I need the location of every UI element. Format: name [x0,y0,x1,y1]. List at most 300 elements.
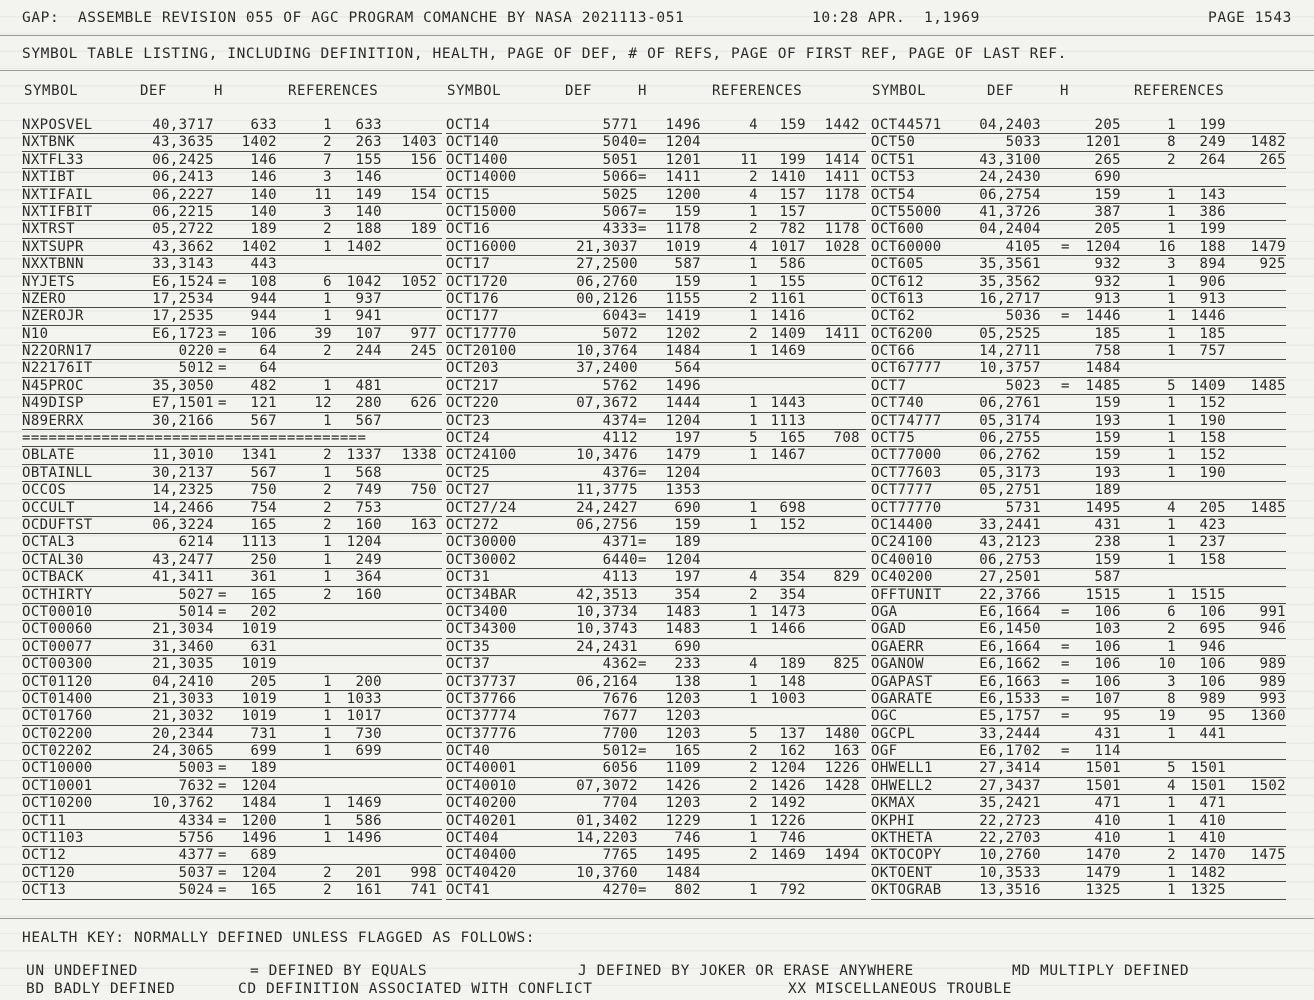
definition: 43,3662 [152,238,214,255]
symbol-row [871,239,1286,256]
def-page: 431 [1094,725,1121,742]
first-ref-page: 159 [779,117,806,133]
symbol-name: OCT25 [446,464,491,481]
last-ref-page: 163 [833,743,860,760]
def-page: 165 [250,586,277,603]
definition: 4334 [178,812,214,829]
def-page: 1201 [1085,134,1121,151]
def-page: 1109 [665,760,701,777]
symbol-name: OKTOENT [871,864,933,881]
def-page: 189 [250,221,277,238]
symbol-name: OGCPL [871,725,916,742]
def-page: 106 [1094,603,1121,620]
definition: 30,2137 [152,464,214,481]
definition: 06,2755 [979,430,1041,447]
definition: 24,2431 [576,638,638,655]
def-page: 443 [250,256,277,273]
definition: 07,3672 [576,395,638,412]
symbol-row [446,882,866,899]
definition: 31,3460 [152,638,214,655]
last-ref-page: 977 [410,325,437,342]
symbol-name: OCT40 [446,743,491,760]
ref-count: 1 [1167,412,1176,429]
symbol-row [22,587,442,604]
symbol-row [446,291,866,308]
def-page: 410 [1094,830,1121,847]
definition: E6,1664 [979,638,1041,655]
symbol-name: OCT11 [22,812,67,829]
def-page: 1178 [665,221,701,238]
symbol-name: OCT77000 [871,447,942,464]
first-ref-page: 1469 [770,343,806,360]
symbol-name: OGC [871,708,898,725]
symbol-name: OCT01120 [22,673,93,690]
def-page: 197 [674,430,701,447]
last-ref-page: 1226 [824,760,860,777]
definition: 04,2404 [979,221,1041,238]
symbol-row [446,413,866,430]
first-ref-page: 1416 [770,308,806,325]
first-ref-page: 441 [1199,725,1226,742]
last-ref-page: 750 [410,482,437,499]
health-flag: = [638,412,647,429]
symbol-name: OCT75 [871,430,916,447]
symbol-name: OCT220 [446,395,499,412]
symbol-row [871,552,1286,569]
symbol-name: OCT10001 [22,777,93,794]
symbol-name: OCT62 [871,308,916,325]
definition: E6,1524 [152,273,214,290]
first-ref-page: 1426 [770,777,806,794]
first-ref-page: 1469 [346,795,382,812]
symbol-name: NXTRST [22,221,75,238]
definition: 14,2203 [576,830,638,847]
def-page: 1204 [665,464,701,481]
health-flag: = [1061,377,1070,394]
def-page: 108 [250,273,277,290]
symbol-name: OGARATE [871,690,933,707]
symbol-row [871,517,1286,534]
symbol-name: OCT35 [446,638,491,655]
symbol-name: OC24100 [871,534,933,551]
def-page: 64 [259,343,277,360]
health-flag: = [638,134,647,151]
definition: 43,3100 [979,151,1041,168]
col-header-symbol: SYMBOL [447,83,502,99]
symbol-name: OCT44571 [871,117,942,133]
ref-count: 4 [1167,777,1176,794]
symbol-row [446,378,866,395]
definition: 33,2441 [979,516,1041,533]
symbol-name: OCT404 [446,830,499,847]
health-flag: = [1061,656,1070,673]
definition: 06,2753 [979,551,1041,568]
definition: 10,3533 [979,864,1041,881]
definition: 35,3562 [979,273,1041,290]
symbol-row [22,656,442,673]
first-ref-page: 199 [779,151,806,168]
symbol-name: OCT40010 [446,777,517,794]
definition: E6,1450 [979,621,1041,638]
ref-count: 2 [323,516,332,533]
definition: 4270 [602,882,638,899]
def-page: 690 [674,638,701,655]
symbol-row [446,813,866,830]
definition: 30,2166 [152,412,214,429]
def-page: 1204 [1085,238,1121,255]
symbol-name: NXTIFAIL [22,186,93,203]
ref-count: 6 [1167,603,1176,620]
symbol-name: OCT40001 [446,760,517,777]
symbol-row [22,534,442,551]
def-page: 1426 [665,777,701,794]
last-ref-page: 1479 [1250,238,1286,255]
symbol-name: OCT176 [446,290,499,307]
symbol-column-3 [871,117,1286,900]
definition: 7700 [602,725,638,742]
first-ref-page: 1113 [770,412,806,429]
def-page: 1155 [665,290,701,307]
def-page: 633 [250,117,277,133]
first-ref-page: 894 [1199,256,1226,273]
symbol-name: OCT41 [446,882,491,899]
last-ref-page: 156 [410,151,437,168]
ref-count: 8 [1167,134,1176,151]
ref-count: 2 [323,882,332,899]
symbol-row [446,256,866,273]
first-ref-page: 152 [779,516,806,533]
def-page: 197 [674,569,701,586]
symbol-row [871,743,1286,760]
definition: 35,3561 [979,256,1041,273]
definition: 27,3437 [979,777,1041,794]
ref-count: 1 [1167,430,1176,447]
def-page: 1479 [665,447,701,464]
ref-count: 1 [1167,221,1176,238]
definition: 5731 [1005,499,1041,516]
first-ref-page: 586 [779,256,806,273]
first-ref-page: 1496 [346,830,382,847]
table-bottom-rule [0,918,1314,919]
symbol-row [22,830,442,847]
last-ref-page: 265 [1259,151,1286,168]
health-flag: = [1061,673,1070,690]
def-page: 159 [1094,551,1121,568]
symbol-name: OCT20100 [446,343,517,360]
symbol-name: N89ERRX [22,412,84,429]
definition: 13,3516 [979,882,1041,899]
def-page: 1470 [1085,847,1121,864]
ref-count: 19 [1158,708,1176,725]
definition: 06,2215 [152,203,214,220]
symbol-name: NXTFL33 [22,151,84,168]
ref-count: 1 [323,690,332,707]
last-ref-page: 991 [1259,603,1286,620]
def-page: 205 [1094,117,1121,133]
symbol-row [22,465,442,482]
ref-count: 2 [749,847,758,864]
health-flag: = [1061,638,1070,655]
ref-count: 2 [749,795,758,812]
def-page: 1203 [665,690,701,707]
def-page: 165 [250,882,277,899]
health-flag: = [218,325,227,342]
symbol-row [446,760,866,777]
first-ref-page: 205 [1199,499,1226,516]
definition: 14,2325 [152,482,214,499]
first-ref-page: 162 [779,743,806,760]
def-page: 1203 [665,708,701,725]
symbol-name: OCT37737 [446,673,517,690]
first-ref-page: 152 [1199,395,1226,412]
ref-count: 1 [1167,864,1176,881]
definition: 22,2723 [979,812,1041,829]
definition: 43,3635 [152,134,214,151]
symbol-name: OGF [871,743,898,760]
first-ref-page: 698 [779,499,806,516]
health-flag: = [638,221,647,238]
first-ref-page: 263 [355,134,382,151]
def-page: 238 [1094,534,1121,551]
symbol-row [446,395,866,412]
definition: 4377 [178,847,214,864]
legend-badly-defined: BD BADLY DEFINED [26,981,176,997]
def-page: 410 [1094,812,1121,829]
first-ref-page: 160 [355,586,382,603]
health-flag: = [638,308,647,325]
col-header-references: REFERENCES [712,83,803,99]
symbol-name: OCT01400 [22,690,93,707]
symbol-row [871,256,1286,273]
symbol-name: OCT120 [22,864,75,881]
def-page: 1444 [665,395,701,412]
definition: 5037 [178,864,214,881]
definition: 06,2760 [576,273,638,290]
def-page: 1229 [665,812,701,829]
def-page: 159 [674,516,701,533]
symbol-row [22,152,442,169]
symbol-row [871,204,1286,221]
def-page: 1446 [1085,308,1121,325]
definition: 22,2703 [979,830,1041,847]
definition: 4371 [602,534,638,551]
last-ref-page: 1494 [824,847,860,864]
symbol-row [22,274,442,291]
symbol-name: OC14400 [871,516,933,533]
first-ref-page: 1161 [770,290,806,307]
def-page: 802 [674,882,701,899]
symbol-name: OKTOCOPY [871,847,942,864]
symbol-row [446,621,866,638]
health-flag: = [1061,743,1070,760]
first-ref-page: 249 [1199,134,1226,151]
symbol-name: OCT40200 [446,795,517,812]
last-ref-page: 154 [410,186,437,203]
definition: 5762 [602,377,638,394]
definition: 06,2227 [152,186,214,203]
def-page: 587 [1094,569,1121,586]
symbol-row [22,778,442,795]
first-ref-page: 1017 [346,708,382,725]
last-ref-page: 993 [1259,690,1286,707]
symbol-row [446,169,866,186]
symbol-name: OCT15000 [446,203,517,220]
symbol-name: OCT37766 [446,690,517,707]
def-page: 567 [250,464,277,481]
def-page: 121 [250,395,277,412]
symbol-row [446,152,866,169]
definition: 20,2344 [152,725,214,742]
last-ref-page: 1178 [824,186,860,203]
definition: 06,2762 [979,447,1041,464]
symbol-row [871,639,1286,656]
definition: 11,3010 [152,447,214,464]
symbol-name: OCT272 [446,516,499,533]
first-ref-page: 1467 [770,447,806,464]
definition: 6214 [178,534,214,551]
symbol-row [446,865,866,882]
symbol-name: OCT1720 [446,273,508,290]
definition: 43,2477 [152,551,214,568]
def-page: 64 [259,360,277,377]
def-page: 1495 [665,847,701,864]
first-ref-page: 1003 [770,690,806,707]
ref-count: 1 [1167,186,1176,203]
symbol-row [871,604,1286,621]
def-page: 361 [250,569,277,586]
definition: 5036 [1005,308,1041,325]
ref-count: 1 [1167,812,1176,829]
symbol-row [871,778,1286,795]
ref-count: 2 [323,134,332,151]
def-page: 1203 [665,725,701,742]
symbol-name: OCTAL30 [22,551,84,568]
first-ref-page: 730 [355,725,382,742]
col-header-references: REFERENCES [288,83,379,99]
ref-count: 1 [749,603,758,620]
definition: 21,3032 [152,708,214,725]
symbol-name: OGANOW [871,656,924,673]
symbol-row [871,221,1286,238]
symbol-row [446,308,866,325]
symbol-row [446,743,866,760]
symbol-name: OCT40420 [446,864,517,881]
ref-count: 5 [749,725,758,742]
symbol-row [446,482,866,499]
ref-count: 2 [323,447,332,464]
symbol-row [22,430,442,447]
first-ref-page: 410 [1199,812,1226,829]
symbol-row [22,117,442,134]
def-page: 233 [674,656,701,673]
first-ref-page: 185 [1199,325,1226,342]
def-page: 699 [250,743,277,760]
symbol-row [871,534,1286,551]
definition: 21,3037 [576,238,638,255]
ref-count: 2 [749,760,758,777]
definition: 33,2444 [979,725,1041,742]
symbol-name: OCCOS [22,482,67,499]
def-page: 1019 [241,708,277,725]
definition: 5024 [178,882,214,899]
first-ref-page: 1204 [770,760,806,777]
first-ref-page: 1325 [1190,882,1226,899]
last-ref-page: 1414 [824,151,860,168]
def-page: 932 [1094,273,1121,290]
ref-count: 2 [749,325,758,342]
first-ref-page: 753 [355,499,382,516]
first-ref-page: 386 [1199,203,1226,220]
symbol-name: OCT66 [871,343,916,360]
first-ref-page: 106 [1199,603,1226,620]
first-ref-page: 106 [1199,656,1226,673]
symbol-name: OGA [871,603,898,620]
symbol-name: OCT605 [871,256,924,273]
first-ref-page: 155 [355,151,382,168]
col-header-symbol: SYMBOL [872,83,927,99]
symbol-name: OCT12 [22,847,67,864]
symbol-name: OCT217 [446,377,499,394]
symbol-name: OCT1103 [22,830,84,847]
symbol-row [446,221,866,238]
health-flag: = [218,360,227,377]
ref-count: 11 [314,186,332,203]
first-ref-page: 913 [1199,290,1226,307]
last-ref-page: 1428 [824,777,860,794]
ref-count: 1 [1167,203,1176,220]
ref-count: 2 [749,777,758,794]
last-ref-page: 1475 [1250,847,1286,864]
symbol-row [871,117,1286,134]
ref-count: 10 [1158,656,1176,673]
ref-count: 1 [1167,725,1176,742]
first-ref-page: 244 [355,343,382,360]
symbol-row [871,274,1286,291]
ref-count: 2 [749,169,758,186]
def-page: 205 [250,673,277,690]
first-ref-page: 1492 [770,795,806,812]
ref-count: 1 [1167,308,1176,325]
last-ref-page: 189 [410,221,437,238]
def-page: 1200 [665,186,701,203]
definition: 14,2466 [152,499,214,516]
first-ref-page: 1473 [770,603,806,620]
symbol-row [446,465,866,482]
def-page: 1019 [241,621,277,638]
symbol-name: OCTHIRTY [22,586,93,603]
def-page: 140 [250,203,277,220]
first-ref-page: 782 [779,221,806,238]
symbol-name: OCT67777 [871,360,942,377]
definition: 42,3513 [576,586,638,603]
definition: 5072 [602,325,638,342]
symbol-name: NYJETS [22,273,75,290]
first-ref-page: 1033 [346,690,382,707]
def-page: 159 [674,203,701,220]
def-page: 913 [1094,290,1121,307]
health-flag: = [638,169,647,186]
symbol-row [446,604,866,621]
first-ref-page: 190 [1199,464,1226,481]
def-page: 690 [674,499,701,516]
first-ref-page: 200 [355,673,382,690]
definition: 7677 [602,708,638,725]
health-flag: = [218,777,227,794]
symbol-column-1 [22,117,442,900]
last-ref-page: 1360 [1250,708,1286,725]
last-ref-page: 989 [1259,673,1286,690]
symbol-row [871,587,1286,604]
